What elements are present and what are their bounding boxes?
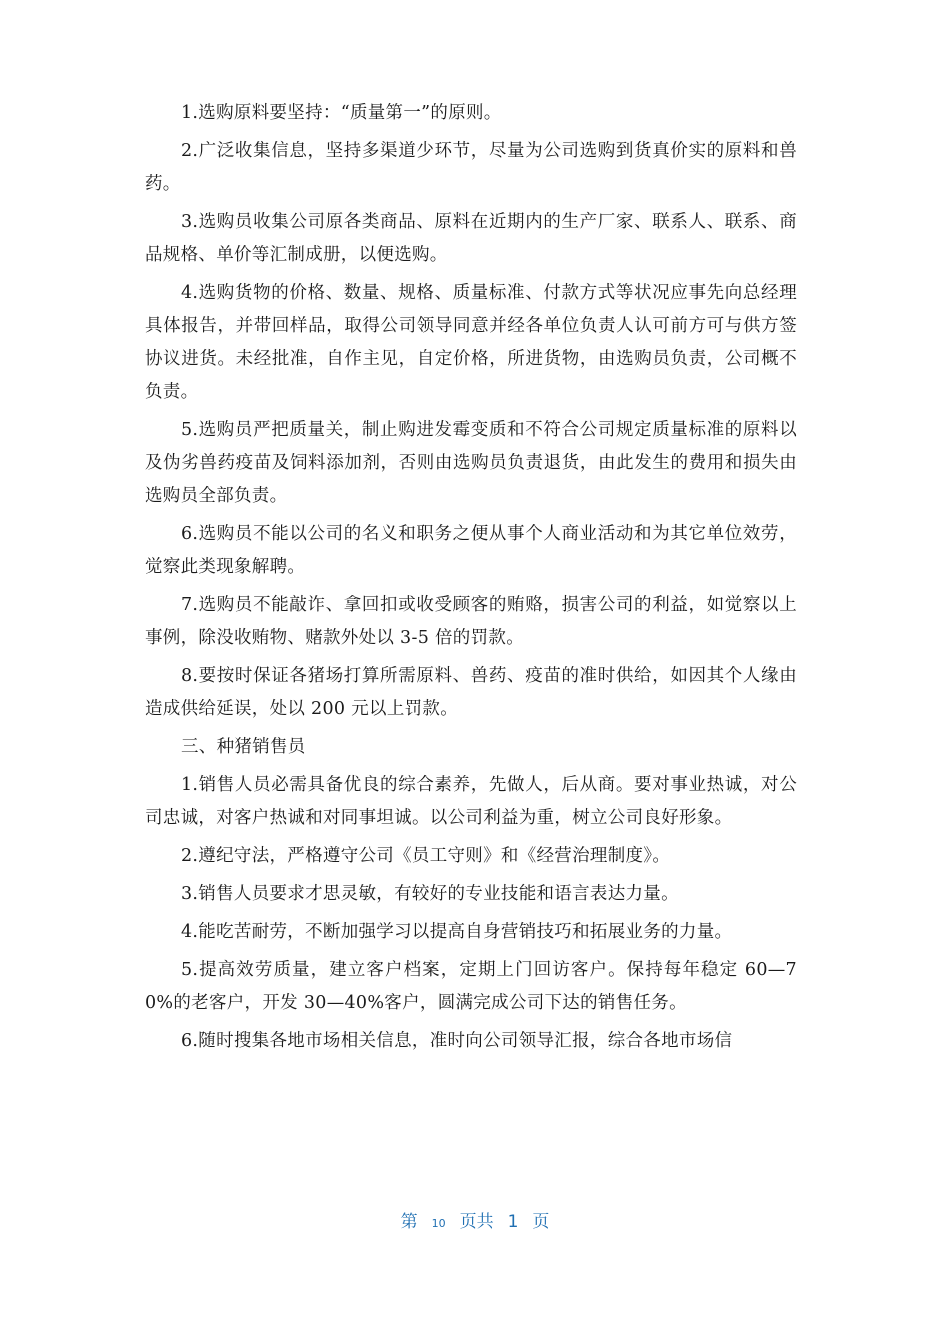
footer-page-number: 10	[431, 1217, 446, 1230]
footer-suffix: 页	[532, 1212, 550, 1232]
paragraph-3: 3.选购员收集公司原各类商品、原料在近期内的生产厂家、联系人、联系、商品规格、单价等汇制成册，以便选购。	[145, 212, 797, 265]
paragraph-11: 3.销售人员要求才思灵敏，有较好的专业技能和语言表达力量。	[181, 884, 679, 904]
paragraph-12: 4.能吃苦耐劳，不断加强学习以提高自身营销技巧和拓展业务的力量。	[181, 922, 733, 942]
paragraph-2: 2.广泛收集信息，坚持多渠道少环节，尽量为公司选购到货真价实的原料和兽药。	[145, 141, 797, 194]
section-heading: 三、种猪销售员	[181, 737, 306, 757]
page-footer	[0, 1208, 950, 1238]
paragraph-6: 6.选购员不能以公司的名义和职务之便从事个人商业活动和为其它单位效劳，觉察此类现象解聘。	[145, 524, 797, 577]
paragraph-8: 8.要按时保证各猪场打算所需原料、兽药、疫苗的准时供给，如因其个人缘由造成供给延误，处以 200 元以上罚款。	[145, 666, 797, 719]
paragraph-10: 2.遵纪守法，严格遵守公司《员工守则》和《经营治理制度》。	[181, 846, 671, 866]
paragraph-5: 5.选购员严把质量关，制止购进发霉变质和不符合公司规定质量标准的原料以及伪劣兽药疫苗及饲料添加剂，否则由选购员负责退货，由此发生的费用和损失由选购员全部负责。	[145, 420, 797, 506]
paragraph-14: 6.随时搜集各地市场相关信息，准时向公司领导汇报，综合各地市场信	[181, 1031, 733, 1051]
paragraph-4: 4.选购货物的价格、数量、规格、质量标准、付款方式等状况应事先向总经理具体报告，并带回样品，取得公司领导同意并经各单位负责人认可前方可与供方签协议进货。未经批准，自作主见，自定价格，所进货物，由选购员负责，公司概不负责。	[145, 283, 797, 402]
paragraph-1: 1.选购原料要坚持：“质量第一”的原则。	[181, 103, 502, 123]
paragraph-7: 7.选购员不能敲诈、拿回扣或收受顾客的贿赂，损害公司的利益，如觉察以上事例，除没收贿物、赌款外处以 3-5 倍的罚款。	[145, 595, 797, 648]
footer-middle: 页共	[459, 1212, 494, 1232]
paragraph-9: 1.销售人员必需具备优良的综合素养，先做人，后从商。要对事业热诚，对公司忠诚，对客户热诚和对同事坦诚。以公司利益为重，树立公司良好形象。	[145, 775, 797, 828]
footer-total: 1	[507, 1212, 519, 1232]
footer-prefix: 第	[400, 1212, 418, 1232]
document-body	[145, 97, 797, 1063]
paragraph-13: 5.提高效劳质量，建立客户档案，定期上门回访客户。保持每年稳定 60—70%的老客户，开发 30—40%客户，圆满完成公司下达的销售任务。	[145, 960, 797, 1013]
